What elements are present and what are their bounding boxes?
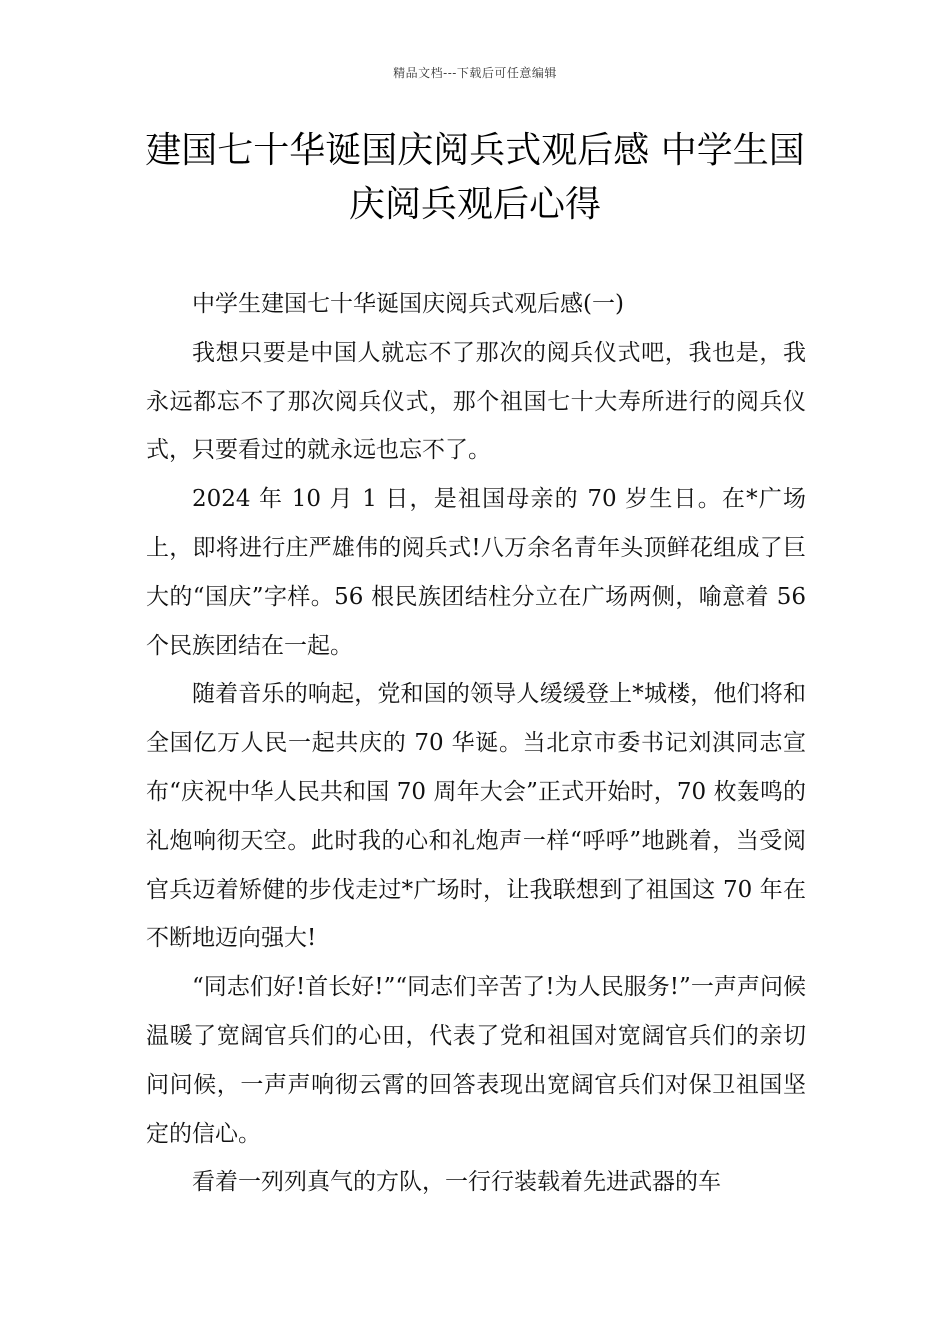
body-paragraph: 我想只要是中国人就忘不了那次的阅兵仪式吧，我也是，我永远都忘不了那次阅兵仪式，那个祖国七十大寿所进行的阅兵仪式，只要看过的就永远也忘不了。 — [146, 339, 806, 464]
page-header: 精品文档---下载后可任意编辑 — [393, 66, 557, 80]
body-paragraph: “同志们好!首长好!”“同志们辛苦了!为人民服务!”一声声问候温暖了宽阔官兵们的心田，代表了党和祖国对宽阔官兵们的亲切问问候，一声声响彻云霄的回答表现出宽阔官兵们对保卫祖国坚定的信心。 — [146, 974, 806, 1147]
subtitle-paragraph: 中学生建国七十华诞国庆阅兵式观后感(一) — [192, 291, 624, 317]
body-paragraph: 随着音乐的响起，党和国的领导人缓缓登上*城楼，他们将和全国亿万人民一起共庆的 70 华诞。当北京市委书记刘淇同志宣布“庆祝中华人民共和国 70 周年大会”正式开始时，70 枚轰鸣的礼炮响彻天空。此时我的心和礼炮声一样“呼呼”地跳着，当受阅官兵迈着矫健的步伐走过*广场时，让我联想到了祖国这 70 年在不断地迈向强大! — [146, 681, 806, 952]
document-body — [146, 280, 806, 1207]
body-paragraph: 看着一列列真气的方队，一行行装载着先进武器的车 — [192, 1169, 721, 1196]
document-title: 建国七十华诞国庆阅兵式观后感 中学生国庆阅兵观后心得 — [145, 130, 805, 225]
body-paragraph: 2024 年 10 月 1 日，是祖国母亲的 70 岁生日。在*广场上，即将进行庄严雄伟的阅兵式!八万余名青年头顶鲜花组成了巨大的“国庆”字样。56 根民族团结柱分立在广场两侧，喻意着 56 个民族团结在一起。 — [146, 486, 806, 659]
